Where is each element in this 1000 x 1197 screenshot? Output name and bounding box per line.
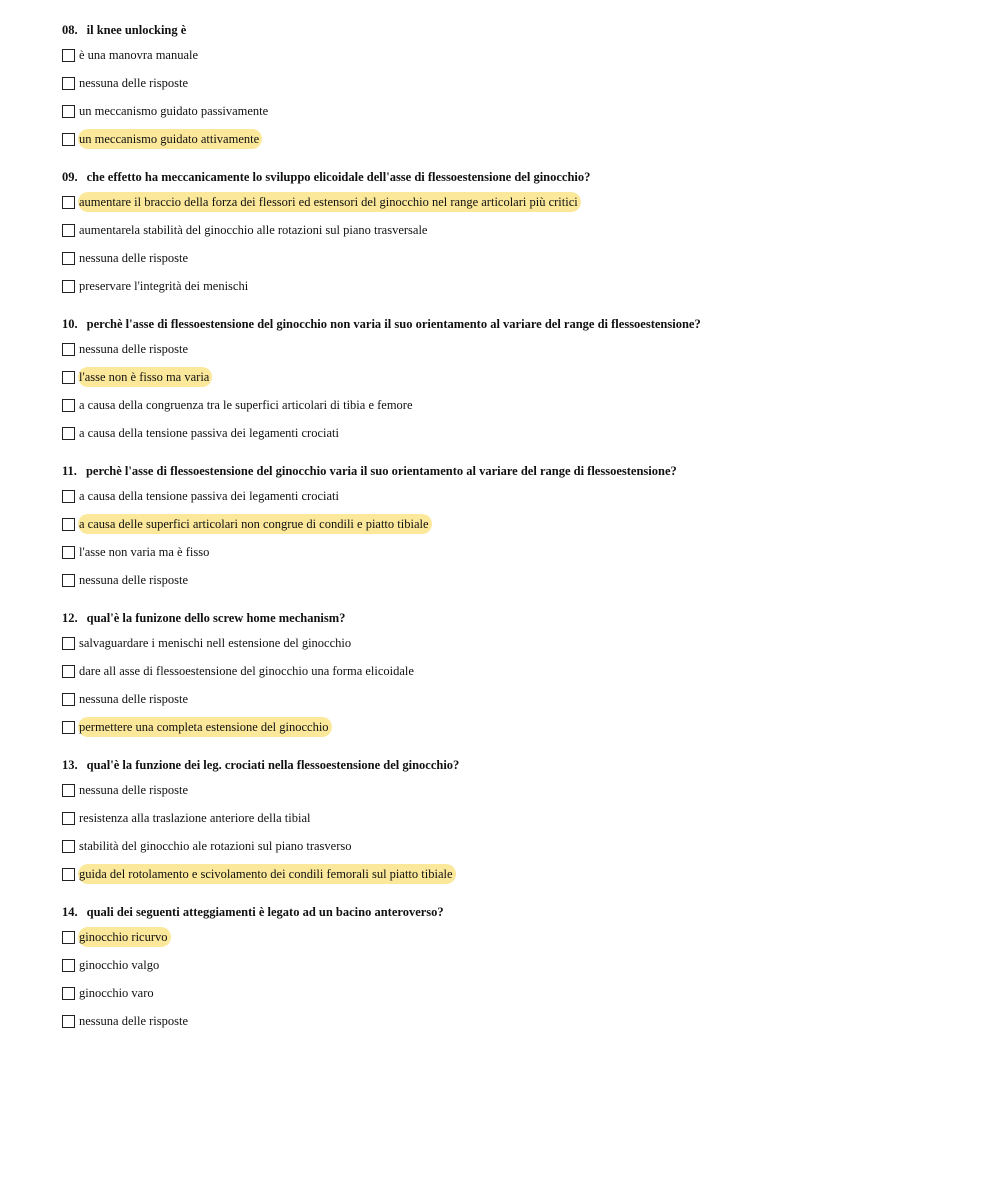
- question-title: [62, 167, 962, 187]
- answer-label: nessuna delle risposte: [79, 692, 189, 706]
- answer-option[interactable]: [62, 248, 962, 268]
- checkbox[interactable]: [62, 840, 75, 853]
- answer-option[interactable]: [62, 927, 962, 947]
- answer-option[interactable]: [62, 220, 962, 240]
- checkbox[interactable]: [62, 224, 75, 237]
- checkbox[interactable]: [62, 252, 75, 265]
- checkbox[interactable]: [62, 77, 75, 90]
- answer-label: preservare l'integrità dei menischi: [79, 279, 249, 293]
- question-text: qual'è la funizone dello screw home mechanism?: [86, 611, 346, 625]
- question-number: 12.: [62, 611, 78, 625]
- answer-option[interactable]: [62, 983, 962, 1003]
- question-title: [62, 314, 962, 334]
- answer-option[interactable]: [62, 514, 962, 534]
- question-08: [62, 20, 962, 149]
- answer-option[interactable]: [62, 661, 962, 681]
- question-number: 13.: [62, 758, 78, 772]
- checkbox[interactable]: [62, 399, 75, 412]
- question-text: perchè l'asse di flessoestensione del ginocchio varia il suo orientamento al variare del range di flessoestensione?: [85, 464, 677, 478]
- answer-option[interactable]: [62, 276, 962, 296]
- question-text: il knee unlocking è: [86, 23, 187, 37]
- checkbox[interactable]: [62, 490, 75, 503]
- answer-option[interactable]: [62, 689, 962, 709]
- answer-label: nessuna delle risposte: [79, 251, 189, 265]
- question-number: 11.: [62, 464, 77, 478]
- answer-option[interactable]: [62, 1011, 962, 1031]
- answer-option[interactable]: [62, 836, 962, 856]
- answer-option[interactable]: [62, 101, 962, 121]
- answer-option[interactable]: [62, 129, 962, 149]
- question-number: 08.: [62, 23, 78, 37]
- question-number: 14.: [62, 905, 78, 919]
- checkbox[interactable]: [62, 1015, 75, 1028]
- answer-label: dare all asse di flessoestensione del ginocchio una forma elicoidale: [79, 664, 414, 678]
- answer-option[interactable]: [62, 395, 962, 415]
- question-text: che effetto ha meccanicamente lo sviluppo elicoidale dell'asse di flessoestensione del ginocchio?: [86, 170, 591, 184]
- checkbox[interactable]: [62, 987, 75, 1000]
- question-text: quali dei seguenti atteggiamenti è legato ad un bacino anteroverso?: [86, 905, 444, 919]
- answer-option[interactable]: [62, 633, 962, 653]
- checkbox[interactable]: [62, 637, 75, 650]
- question-10: [62, 314, 962, 443]
- checkbox[interactable]: [62, 546, 75, 559]
- question-text: qual'è la funzione dei leg. crociati nella flessoestensione del ginocchio?: [86, 758, 460, 772]
- checkbox[interactable]: [62, 49, 75, 62]
- highlighted-answer-label: un meccanismo guidato attivamente: [78, 129, 262, 149]
- highlighted-answer-label: aumentare il braccio della forza dei flessori ed estensori del ginocchio nel range articolari più critici: [78, 192, 581, 212]
- answer-label: un meccanismo guidato passivamente: [79, 104, 269, 118]
- answer-option[interactable]: [62, 423, 962, 443]
- checkbox[interactable]: [62, 959, 75, 972]
- checkbox[interactable]: [62, 133, 75, 146]
- answer-option[interactable]: [62, 367, 962, 387]
- answer-option[interactable]: [62, 570, 962, 590]
- highlighted-answer-label: l'asse non è fisso ma varia: [78, 367, 212, 387]
- answer-label: ginocchio valgo: [79, 958, 160, 972]
- checkbox[interactable]: [62, 665, 75, 678]
- checkbox[interactable]: [62, 427, 75, 440]
- answer-label: stabilità del ginocchio ale rotazioni sul piano trasverso: [79, 839, 352, 853]
- checkbox[interactable]: [62, 518, 75, 531]
- answer-label: nessuna delle risposte: [79, 342, 189, 356]
- answer-option[interactable]: [62, 864, 962, 884]
- highlighted-answer-label: ginocchio ricurvo: [78, 927, 171, 947]
- question-14: [62, 902, 962, 1031]
- question-text: perchè l'asse di flessoestensione del ginocchio non varia il suo orientamento al variare del range di flessoestensione?: [86, 317, 701, 331]
- answer-label: a causa della congruenza tra le superfici articolari di tibia e femore: [79, 398, 413, 412]
- answer-label: è una manovra manuale: [79, 48, 199, 62]
- question-number: 09.: [62, 170, 78, 184]
- question-title: [62, 461, 962, 481]
- highlighted-answer-label: permettere una completa estensione del ginocchio: [78, 717, 332, 737]
- checkbox[interactable]: [62, 721, 75, 734]
- checkbox[interactable]: [62, 280, 75, 293]
- answer-label: aumentarela stabilità del ginocchio alle rotazioni sul piano trasversale: [79, 223, 428, 237]
- answer-option[interactable]: [62, 339, 962, 359]
- checkbox[interactable]: [62, 371, 75, 384]
- answer-label: a causa della tensione passiva dei legamenti crociati: [79, 426, 339, 440]
- answer-label: a causa della tensione passiva dei legamenti crociati: [79, 489, 339, 503]
- checkbox[interactable]: [62, 105, 75, 118]
- checkbox[interactable]: [62, 868, 75, 881]
- question-13: [62, 755, 962, 884]
- answer-option[interactable]: [62, 780, 962, 800]
- question-09: [62, 167, 962, 296]
- checkbox[interactable]: [62, 812, 75, 825]
- answer-label: resistenza alla traslazione anteriore della tibial: [79, 811, 311, 825]
- answer-label: ginocchio varo: [79, 986, 154, 1000]
- checkbox[interactable]: [62, 784, 75, 797]
- answer-label: nessuna delle risposte: [79, 1014, 189, 1028]
- answer-option[interactable]: [62, 192, 962, 212]
- answer-label: l'asse non varia ma è fisso: [79, 545, 210, 559]
- highlighted-answer-label: guida del rotolamento e scivolamento dei condili femorali sul piatto tibiale: [78, 864, 456, 884]
- question-number: 10.: [62, 317, 78, 331]
- checkbox[interactable]: [62, 343, 75, 356]
- answer-label: nessuna delle risposte: [79, 783, 189, 797]
- question-title: [62, 902, 962, 922]
- checkbox[interactable]: [62, 693, 75, 706]
- answer-option[interactable]: [62, 73, 962, 93]
- answer-option[interactable]: [62, 955, 962, 975]
- question-11: [62, 461, 962, 590]
- highlighted-answer-label: a causa delle superfici articolari non congrue di condili e piatto tibiale: [78, 514, 432, 534]
- question-12: [62, 608, 962, 737]
- answer-label: nessuna delle risposte: [79, 76, 189, 90]
- answer-option[interactable]: [62, 717, 962, 737]
- answer-option[interactable]: [62, 45, 962, 65]
- answer-label: salvaguardare i menischi nell estensione del ginocchio: [79, 636, 352, 650]
- checkbox[interactable]: [62, 931, 75, 944]
- question-title: [62, 608, 962, 628]
- answer-option[interactable]: [62, 808, 962, 828]
- answer-option[interactable]: [62, 486, 962, 506]
- question-title: [62, 755, 962, 775]
- answer-option[interactable]: [62, 542, 962, 562]
- checkbox[interactable]: [62, 574, 75, 587]
- checkbox[interactable]: [62, 196, 75, 209]
- answer-label: nessuna delle risposte: [79, 573, 189, 587]
- question-title: [62, 20, 962, 40]
- quiz-page: [62, 20, 962, 1049]
